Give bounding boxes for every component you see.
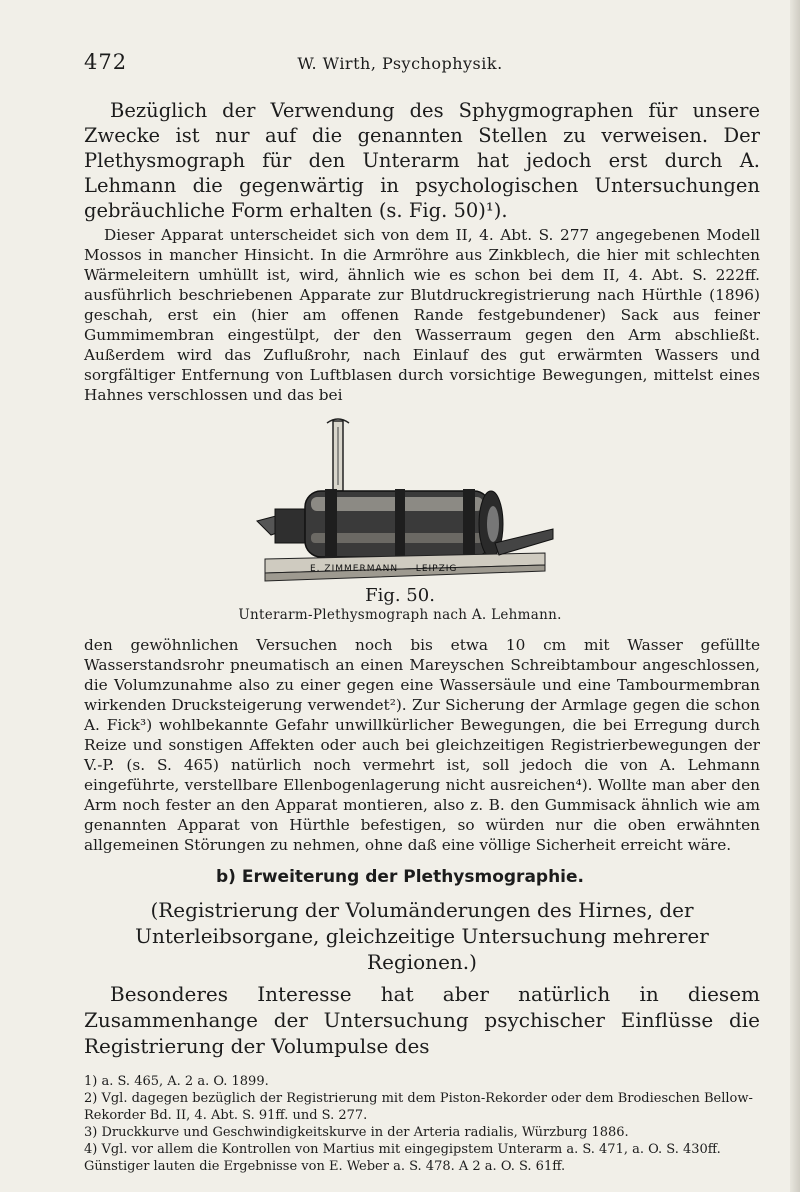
footnotes [84,1073,764,1175]
footnote: 2) Vgl. dagegen bezüglich der Registrierung mit dem Piston-Rekorder oder dem Brodieschen Bellow-Rekorder Bd. II, 4. Abt. S. 91ff. und S. 277. [84,1091,753,1123]
footnote: 1) a. S. 465, A. 2 a. O. 1899. [84,1074,269,1089]
page-number: 472 [84,50,128,74]
paragraph-intro: Bezüglich der Verwendung des Sphygmographen für unsere Zwecke ist nur auf die genannten Stellen zu verweisen. Der Plethysmograph für den Unterarm hat jedoch erst durch A. Lehmann die gegenwärtig in psychologischen Untersuchungen gebräuchliche Form erhalten (s. Fig. 50)¹). [84,99,760,222]
paragraph-apparatus: Dieser Apparat unterscheidet sich von dem II, 4. Abt. S. 277 angegebenen Modell Mossos in mancher Hinsicht. In die Armröhre aus Zinkblech, die hier mit schlechten Wärmeleitern umhüllt ist, wird, ähnlich wie es schon bei dem II, 4. Abt. S. 222ff. ausführlich beschriebenen Apparate zur Blutdruckregistrierung nach Hürthle (1896) geschah, erst ein (hier am offenen Rande festgebundener) Sack aus feiner Gummimembran eingestülpt, der den Wasserraum gegen den Arm abschließt. Außerdem wird das Zuflußrohr, nach Einlauf des gut erwärmten Wassers und sorgfältiger Entfernung von Luftblasen durch vorsichtige Bewegungen, mittelst eines Hahnes verschlossen und das bei [84,226,760,404]
figure-caption: Unterarm-Plethysmograph nach A. Lehmann. [238,607,562,623]
section-heading: b) Erweiterung der Plethysmographie. [216,867,584,887]
plate-inscription: E. ZIMMERMANN — LEIPZIG [310,564,458,574]
plethysmograph-illustration [255,413,555,583]
footnote: 4) Vgl. vor allem die Kontrollen von Martius mit eingegipstem Unterarm a. S. 471, a. O. S. 430ff. Günstiger lauten die Ergebnisse von E. Weber a. S. 478. A 2 a. O. S. 61ff. [84,1142,721,1174]
paragraph-interest: Besonderes Interesse hat aber natürlich in diesem Zusammenhange der Untersuchung psychischer Einflüsse die Registrierung der Volumpulse des [84,982,760,1058]
paragraph-subtitle: (Registrierung der Volumänderungen des Hirnes, der Unterleibsorgane, gleichzeitige Untersuchung mehrerer Regionen.) [135,898,709,974]
figure-label: Fig. 50. [365,585,435,606]
footnote: 3) Druckkurve und Geschwindigkeitskurve in der Arteria radialis, Würzburg 1886. [84,1125,629,1140]
paragraph-experiments: den gewöhnlichen Versuchen noch bis etwa 10 cm mit Wasser gefüllte Wasserstandsrohr pneumatisch an einen Mareyschen Schreibtambour angeschlossen, die Volumzunahme also zu einer gegen eine Wassersäule und eine Tambourmembran wirkenden Drucksteigerung verwendet²). Zur Sicherung der Armlage gegen die schon A. Fick³) wohlbekannte Gefahr unwillkürlicher Bewegungen, die bei Erregung durch Reize und sonstigen Affekten oder auch bei gleichzeitigen Registrierbewegungen der V.-P. (s. S. 465) natürlich noch vermehrt ist, soll jedoch die von A. Lehmann eingeführte, verstellbare Ellenbogenlagerung nicht ausreichen⁴). Wollte man aber den Arm noch fester an den Apparat montieren, also z. B. den Gummisack ähnlich wie am genannten Apparat von Hürthle befestigen, so würden nur die oben erwähnten allgemeinen Störungen zu nehmen, ohne daß eine völlige Sicherheit erreicht wäre. [84,636,760,854]
running-head: W. Wirth, Psychophysik. [297,54,503,73]
